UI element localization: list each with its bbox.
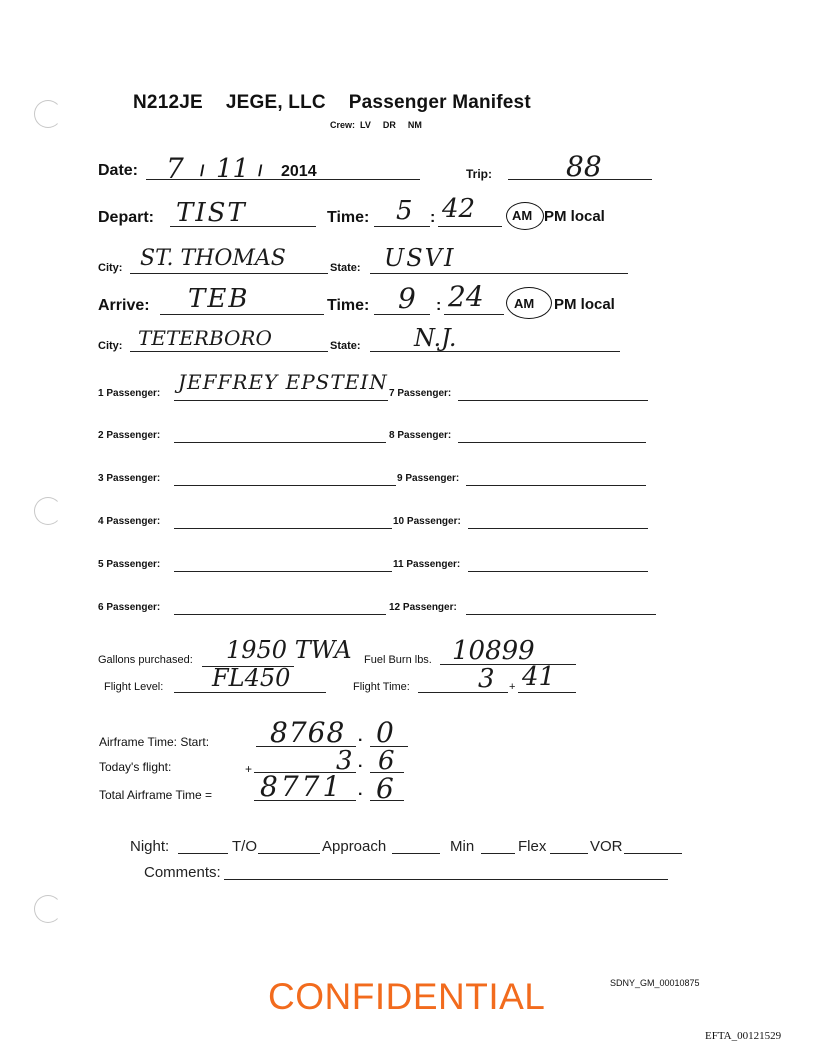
- arrive-pm-local-label: PM local: [554, 296, 615, 313]
- airframe-start-point: .: [358, 728, 363, 745]
- date-separator: /: [258, 163, 263, 180]
- depart-city-line: [130, 273, 328, 274]
- date-separator: /: [200, 163, 205, 180]
- total-airframe-label: Total Airframe Time =: [99, 788, 213, 802]
- arrive-time-label: Time:: [327, 297, 370, 314]
- passenger-11-label: 11 Passenger:: [393, 559, 461, 570]
- depart-minute-value: 42: [442, 194, 476, 224]
- passenger-1-name: JEFFREY EPSTEIN: [178, 370, 388, 394]
- flight-level-value: FL450: [212, 664, 291, 692]
- crew-member: NM: [407, 120, 422, 130]
- depart-city-value: ST. THOMAS: [140, 246, 286, 271]
- fuel-burn-value: 10899: [452, 636, 535, 666]
- airframe-start-whole: 8768: [270, 716, 346, 749]
- arrive-label: Arrive:: [98, 297, 150, 314]
- company-name: JEGE, LLC: [225, 92, 326, 113]
- passenger-12-line: [466, 614, 656, 615]
- passenger-7-label: 7 Passenger:: [389, 388, 452, 399]
- night-line: [178, 853, 228, 854]
- depart-state-label: State:: [330, 262, 361, 274]
- arrive-city-value: TETERBORO: [138, 326, 272, 350]
- confidential-stamp: CONFIDENTIAL: [268, 976, 546, 1017]
- date-month-value: 7: [166, 152, 184, 185]
- night-label: Night:: [130, 838, 170, 855]
- vor-label: VOR: [590, 838, 623, 855]
- form-header: [133, 92, 531, 114]
- arrive-am-label: AM: [514, 296, 535, 311]
- depart-state-value: USVI: [384, 244, 456, 272]
- arrive-minute-line: [444, 314, 504, 315]
- passenger-2-line: [174, 442, 386, 443]
- comments-label: Comments:: [144, 864, 221, 881]
- arrive-hour-value: 9: [398, 282, 416, 315]
- min-label: Min: [450, 838, 475, 855]
- depart-label: Depart:: [98, 209, 155, 226]
- to-line: [258, 853, 320, 854]
- passenger-10-line: [468, 528, 648, 529]
- todays-flight-whole: 3: [336, 746, 353, 776]
- passenger-8-label: 8 Passenger:: [389, 430, 452, 441]
- tail-number: N212JE: [133, 92, 203, 113]
- crew-label: Crew:: [330, 120, 356, 130]
- depart-minute-line: [438, 226, 502, 227]
- gallons-value: 1950 TWA: [226, 636, 352, 664]
- depart-hour-value: 5: [396, 196, 413, 226]
- passenger-4-line: [174, 528, 392, 529]
- to-label: T/O: [232, 838, 257, 855]
- arrive-city-label: City:: [98, 340, 123, 352]
- flight-level-label: Flight Level:: [104, 681, 164, 693]
- flex-line: [550, 853, 588, 854]
- flight-time-plus: +: [509, 681, 516, 693]
- passenger-5-label: 5 Passenger:: [98, 559, 161, 570]
- date-day-value: 11: [216, 154, 250, 184]
- approach-label: Approach: [322, 838, 387, 855]
- flight-time-minutes-value: 41: [522, 662, 556, 692]
- passenger-1-label: 1 Passenger:: [98, 388, 161, 399]
- arrive-city-line: [130, 351, 328, 352]
- passenger-9-label: 9 Passenger:: [397, 473, 460, 484]
- arrive-minute-value: 24: [448, 280, 484, 313]
- passenger-6-line: [174, 614, 386, 615]
- bates-number: SDNY_GM_00010875: [610, 978, 700, 988]
- approach-line: [392, 853, 440, 854]
- comments-line: [224, 879, 668, 880]
- passenger-6-label: 6 Passenger:: [98, 602, 161, 613]
- arrive-code-value: TEB: [188, 284, 250, 314]
- depart-time-label: Time:: [327, 209, 370, 226]
- flex-label: Flex: [518, 838, 547, 855]
- min-line: [481, 853, 515, 854]
- passenger-4-label: 4 Passenger:: [98, 516, 161, 527]
- passenger-9-line: [466, 485, 646, 486]
- depart-pm-local-label: PM local: [544, 208, 605, 225]
- passenger-12-label: 12 Passenger:: [389, 602, 457, 613]
- date-year: 2014: [281, 163, 317, 180]
- fuel-burn-label: Fuel Burn lbs.: [364, 654, 432, 666]
- depart-city-label: City:: [98, 262, 123, 274]
- arrive-code-line: [160, 314, 324, 315]
- crew-member: LV: [360, 120, 371, 130]
- todays-flight-point: .: [358, 754, 363, 771]
- arrive-time-colon: :: [436, 297, 442, 314]
- passenger-5-line: [174, 571, 392, 572]
- airframe-start-label: Airframe Time: Start:: [99, 735, 210, 749]
- passenger-8-line: [458, 442, 646, 443]
- trip-value: 88: [566, 150, 602, 183]
- flight-time-label: Flight Time:: [353, 681, 410, 693]
- gallons-label: Gallons purchased:: [98, 654, 193, 666]
- trip-label: Trip:: [466, 167, 492, 181]
- total-airframe-point: .: [358, 782, 363, 799]
- crew-line: [330, 120, 434, 130]
- flight-time-minutes-line: [518, 692, 576, 693]
- arrive-state-line: [370, 351, 620, 352]
- crew-member: DR: [382, 120, 396, 130]
- passenger-1-line: [174, 400, 388, 401]
- depart-hour-line: [374, 226, 430, 227]
- todays-flight-plus: +: [245, 762, 253, 776]
- binder-hole-bottom: [34, 895, 62, 923]
- depart-time-colon: :: [430, 209, 436, 226]
- depart-am-label: AM: [512, 208, 533, 223]
- depart-code-value: TIST: [176, 198, 247, 228]
- passenger-10-label: 10 Passenger:: [393, 516, 461, 527]
- efta-number: EFTA_00121529: [705, 1030, 782, 1042]
- binder-hole-middle: [34, 497, 62, 525]
- depart-state-line: [370, 273, 628, 274]
- passenger-2-label: 2 Passenger:: [98, 430, 161, 441]
- flight-level-line: [174, 692, 326, 693]
- vor-line: [624, 853, 682, 854]
- passenger-11-line: [468, 571, 648, 572]
- airframe-start-decimal: 0: [376, 716, 394, 749]
- flight-time-hours-value: 3: [478, 664, 495, 694]
- arrive-state-label: State:: [330, 340, 361, 352]
- passenger-3-label: 3 Passenger:: [98, 473, 161, 484]
- date-label: Date:: [98, 162, 139, 179]
- todays-flight-decimal: 6: [378, 746, 395, 776]
- passenger-7-line: [458, 400, 648, 401]
- total-airframe-whole: 8771: [260, 770, 344, 803]
- passenger-3-line: [174, 485, 396, 486]
- form-title: Passenger Manifest: [348, 92, 531, 113]
- total-airframe-decimal: 6: [376, 772, 394, 805]
- todays-flight-label: Today's flight:: [99, 760, 172, 774]
- binder-hole-top: [34, 100, 62, 128]
- arrive-state-value: N.J.: [414, 324, 457, 352]
